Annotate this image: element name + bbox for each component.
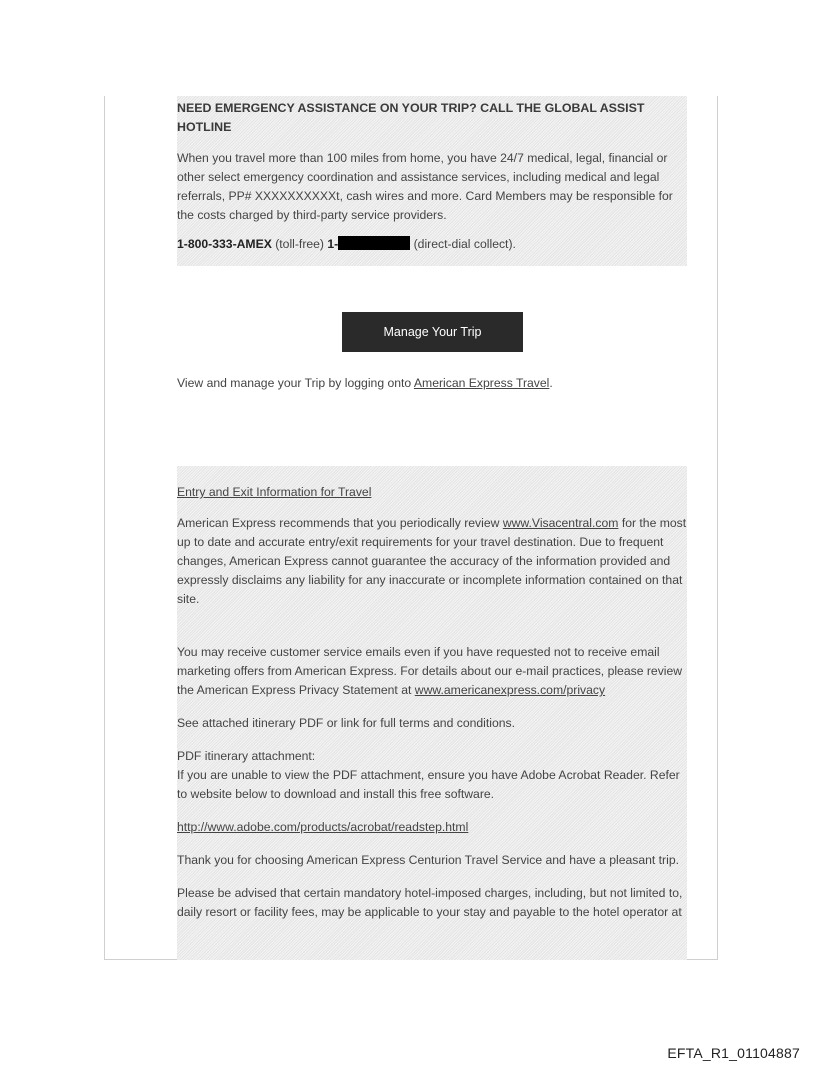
attached-paragraph: See attached itinerary PDF or link for full terms and conditions. — [177, 716, 516, 730]
recommend-prefix: American Express recommends that you periodically review — [177, 516, 500, 530]
assist-body: When you travel more than 100 miles from home, you have 24/7 medical, legal, financial or other select emergency coordination and assistance services, including medical and legal referrals, PP# XXXXXXXXXXt, cash wires and more. Card Members may be responsible for the costs charged by third-party service providers. — [177, 151, 673, 222]
recommend-paragraph — [177, 514, 687, 609]
phone-secondary-prefix: 1- — [327, 237, 339, 251]
entry-exit-heading-link[interactable]: Entry and Exit Information for Travel — [177, 485, 372, 499]
redaction-box — [338, 236, 410, 250]
entry-exit-section — [177, 466, 687, 960]
charges-paragraph: Please be advised that certain mandatory hotel-imposed charges, including, but not limited to, daily resort or facility fees, may be applicable to your stay and payable to the hotel operator at — [177, 886, 683, 919]
pdf-label: PDF itinerary attachment: — [177, 749, 316, 763]
emails-paragraph — [177, 643, 687, 700]
visacentral-link[interactable]: www.Visacentral.com — [502, 516, 619, 530]
pdf-paragraph: If you are unable to view the PDF attachment, ensure you have Adobe Acrobat Reader. Refer to website below to download and install this free software. — [177, 768, 680, 801]
phone-primary: 1-800-333-AMEX — [177, 237, 272, 251]
view-manage-suffix: . — [549, 376, 553, 390]
phone-primary-note: (toll-free) — [275, 237, 324, 251]
view-manage-prefix: View and manage your Trip by logging onto — [177, 376, 412, 390]
assist-phone-line — [177, 235, 687, 254]
global-assist-section — [177, 96, 687, 266]
email-frame — [104, 96, 718, 960]
view-manage-text — [177, 374, 687, 393]
privacy-link[interactable]: www.americanexpress.com/privacy — [414, 683, 606, 697]
recommend-suffix: for the most up to date and accurate entry/exit requirements for your travel destination. Due to frequent changes, American Express cannot guarantee the accuracy of the information provided and expressly disclaims any liability for any inaccurate or incomplete information contained on that site. — [177, 516, 687, 606]
adobe-link[interactable]: http://www.adobe.com/products/acrobat/readstep.html — [177, 820, 469, 834]
thanks-paragraph: Thank you for choosing American Express Centurion Travel Service and have a pleasant trip. — [177, 853, 679, 867]
phone-secondary-note: (direct-dial collect). — [413, 237, 516, 251]
emails-text: You may receive customer service emails even if you have requested not to receive email marketing offers from American Express. For details about our e-mail practices, please review the American Express Privacy Statement at — [177, 645, 683, 697]
assist-title: NEED EMERGENCY ASSISTANCE ON YOUR TRIP? CALL THE GLOBAL ASSIST HOTLINE — [177, 101, 645, 134]
american-express-travel-link[interactable]: American Express Travel — [413, 376, 550, 390]
manage-trip-button[interactable]: Manage Your Trip — [342, 312, 523, 352]
document-id: EFTA_R1_01104887 — [667, 1045, 800, 1061]
